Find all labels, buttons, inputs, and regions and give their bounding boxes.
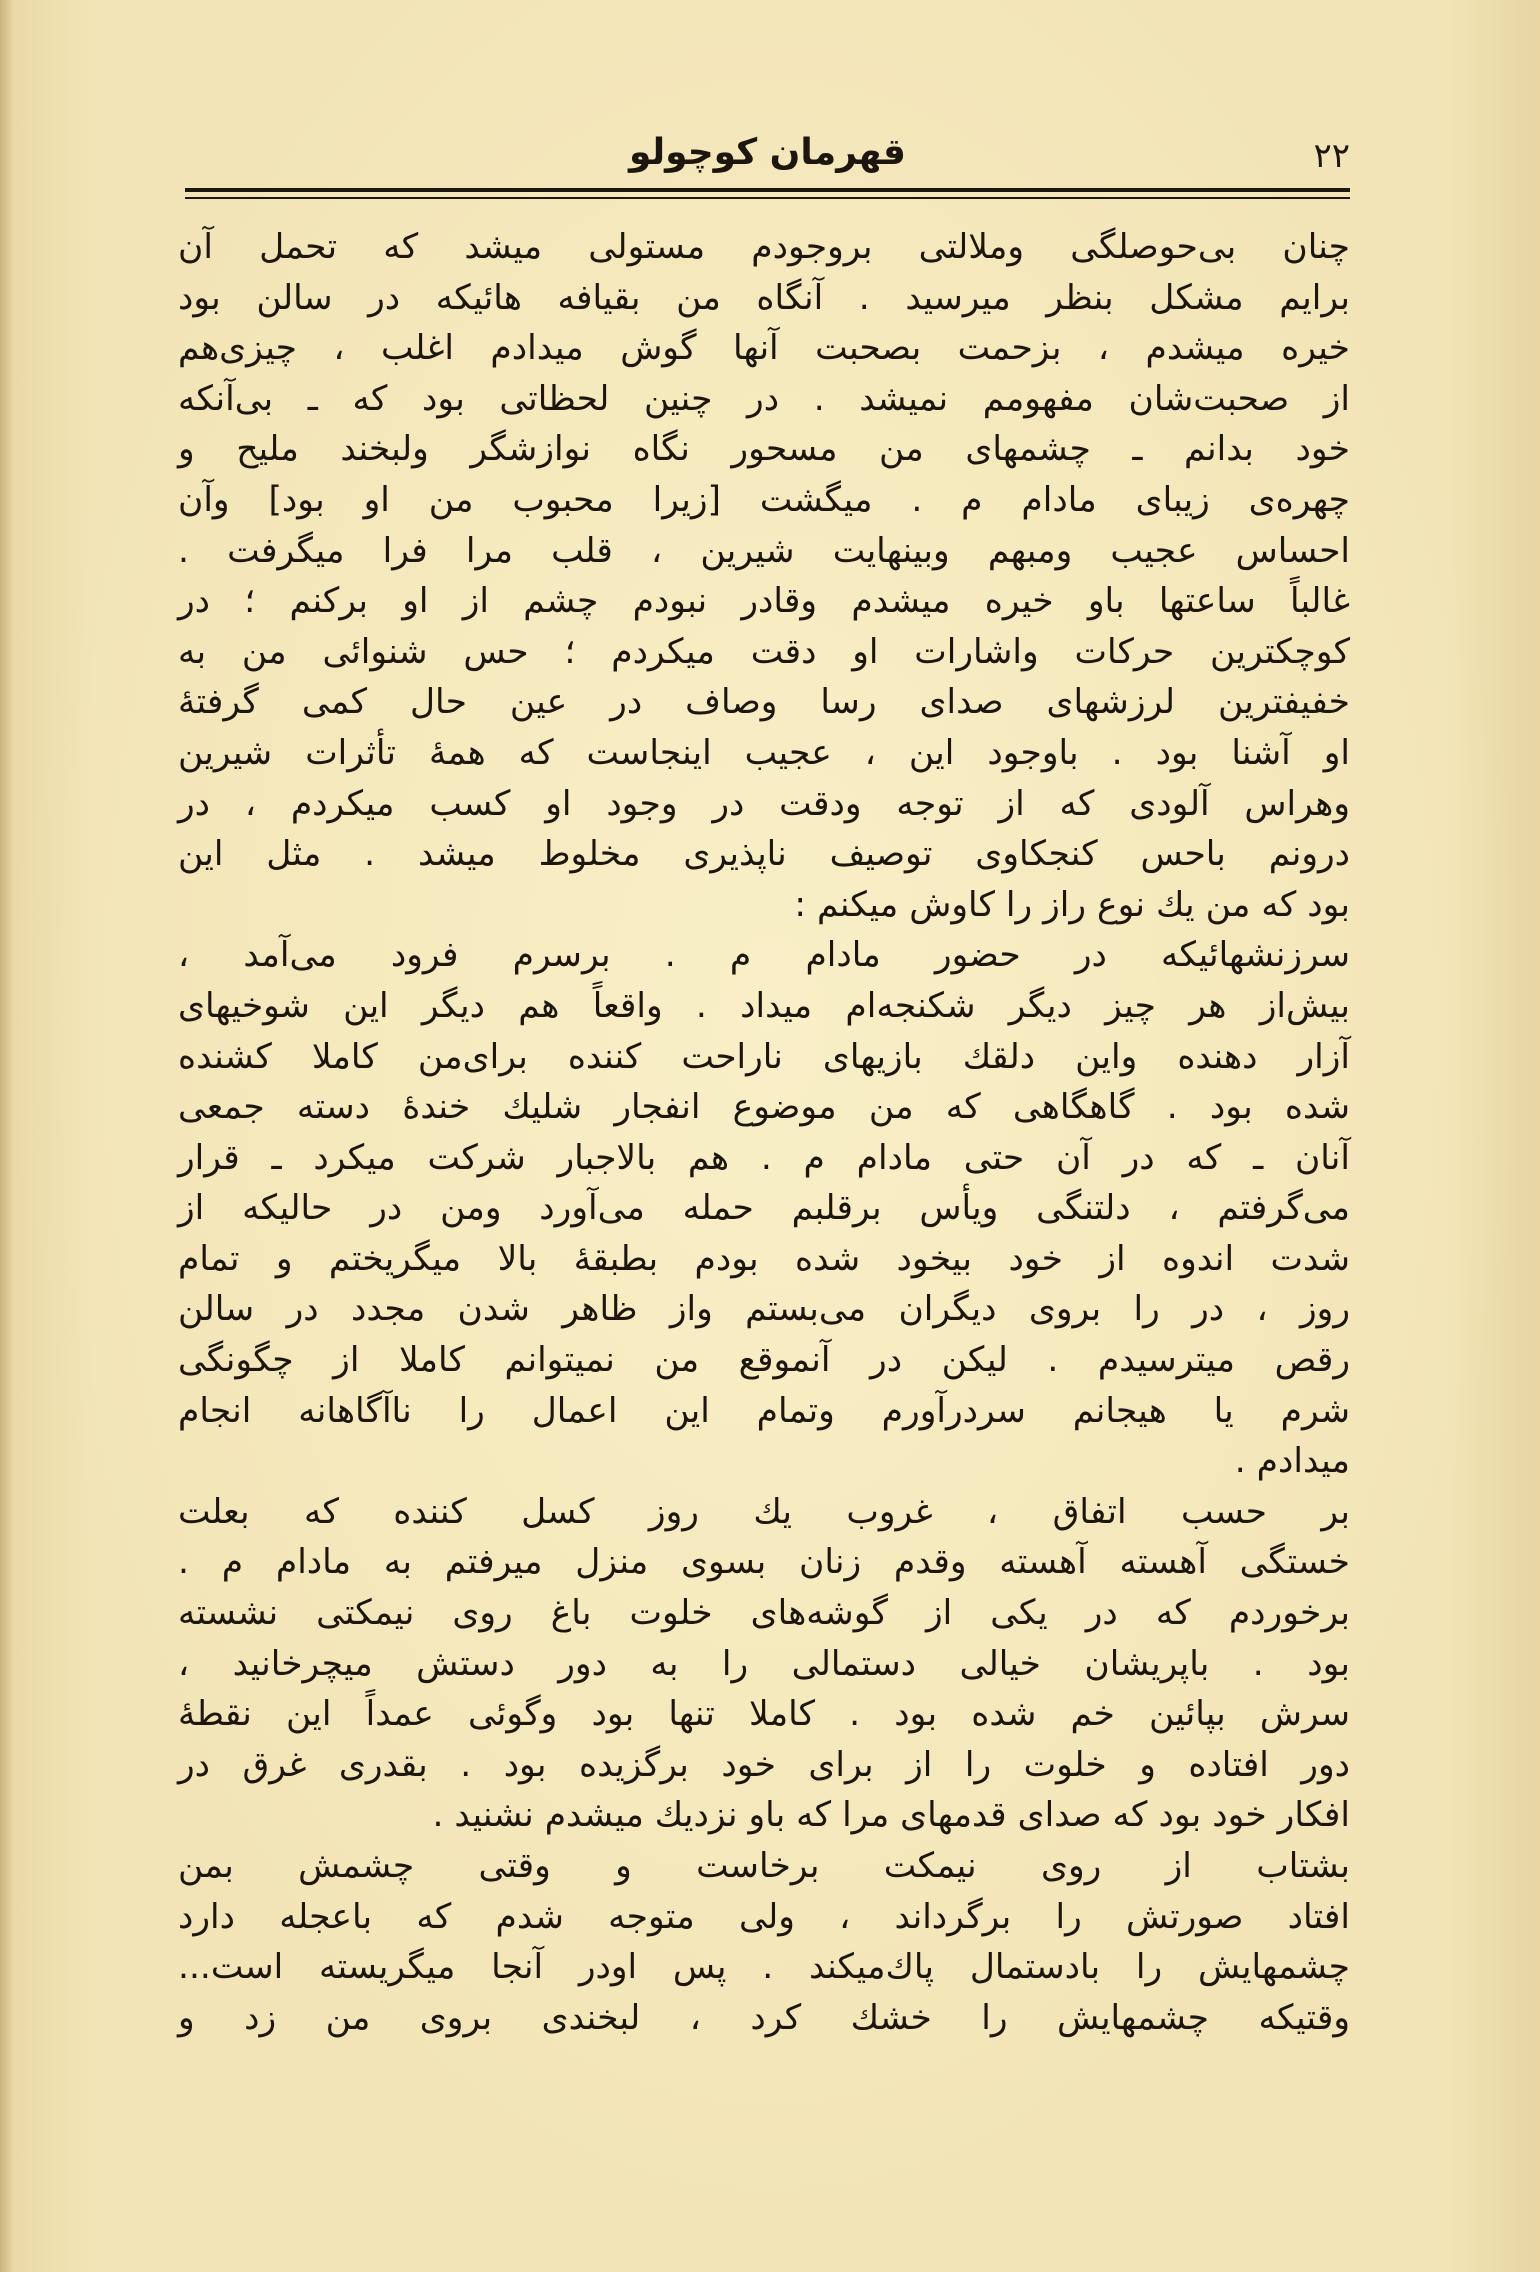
page-edge-shadow [0, 0, 14, 2272]
text-line: چشمهایش را بادستمال پاك‌میکند . پس اودر آنجا میگریسته است... [178, 1947, 1350, 1988]
running-title: قهرمان کوچولو [629, 132, 906, 173]
text-line: سرش بپائین خم شده بود . کاملا تنها بود وگوئی عمداً این نقطهٔ [178, 1694, 1350, 1735]
text-line: درونم باحس کنجکاوی توصیف ناپذیری مخلوط میشد . مثل این [178, 834, 1350, 875]
text-line: وهراس آلودی که از توجه ودقت در وجود او کسب میکردم ، در [178, 783, 1350, 824]
text-line: دور افتاده و خلوت را از برای خود برگزیده بود . بقدری غرق در [178, 1744, 1350, 1785]
text-line: غالباً ساعتها باو خیره میشدم وقادر نبودم چشم از او برکنم ؛ در [178, 581, 1350, 622]
text-line: بشتاب از روی نیمکت برخاست و وقتی چشمش بمن [178, 1846, 1350, 1886]
text-line: سرزنشهائیکه در حضور مادام م . برسرم فرود می‌آمد ، [178, 935, 1350, 976]
text-line: احساس عجیب ومبهم وبینهایت شیرین ، قلب مرا فرا میگرفت . [178, 530, 1350, 571]
text-line: شدت اندوه از خود بیخود شده بودم بطبقهٔ بالا میگریختم و تمام [178, 1238, 1350, 1279]
text-line: بود . باپریشان خیالی دستمالی را به دور دستش میچرخانید ، [178, 1643, 1350, 1684]
text-line: چهره‌ی زیبای مادام م . میگشت [زیرا محبوب من او بود] وآن [178, 479, 1350, 520]
text-line: بیش‌از هر چیز دیگر شکنجه‌ام میداد . واقعاً هم دیگر این شوخیهای [178, 985, 1350, 1026]
text-line: روز ، در را بروی دیگران می‌بستم واز ظاهر شدن مجدد در سالن [178, 1289, 1350, 1330]
text-line: افتاد صورتش را برگرداند ، ولی متوجه شدم که باعجله دارد [178, 1896, 1350, 1937]
text-line: میدادم . [1234, 1441, 1350, 1482]
page-number: ٢٢ [1313, 136, 1350, 176]
text-line: خستگی آهسته آهسته وقدم زنان بسوی منزل میرفتم به مادام م . [178, 1542, 1350, 1583]
text-line: برخوردم که در یکی از گوشه‌های خلوت باغ روی نیمکتی نشسته [178, 1593, 1350, 1634]
page-header [185, 128, 1350, 188]
text-line: آنان ـ که در آن حتی مادام م . هم بالاجبار شرکت میکرد ـ قرار [178, 1137, 1350, 1178]
body-text [178, 222, 1350, 2043]
text-line: رقص میترسیدم . لیکن در آنموقع من نمیتوانم کاملا از چگونگی [178, 1340, 1350, 1381]
text-line: آزار دهنده واین دلقك بازیهای ناراحت کننده برای‌من کاملا کشنده [178, 1036, 1350, 1077]
text-line: افکار خود بود که صدای قدمهای مرا که باو نزدیك میشدم نشنید . [432, 1795, 1350, 1836]
text-line: چنان بی‌حوصلگی وملالتی بروجودم مستولی میشد که تحمل آن [178, 227, 1350, 267]
text-line: او آشنا بود . باوجود این ، عجیب اینجاست که همهٔ تأثرات شیرین [178, 732, 1350, 773]
text-line: می‌گرفتم ، دلتنگی ویأس برقلبم حمله می‌آورد ومن در حالیکه از [178, 1188, 1350, 1229]
text-line: بر حسب اتفاق ، غروب یك روز کسل کننده که بعلت [178, 1491, 1350, 1532]
text-line: وقتیکه چشمهایش را خشك کرد ، لبخندی بروی من زد و [178, 1997, 1350, 2038]
text-line: از صحبت‌شان مفهومم نمیشد . در چنین لحظاتی بود که ـ بی‌آنکه [178, 378, 1350, 419]
text-line: کوچکترین حرکات واشارات او دقت میکردم ؛ حس شنوائی من به [178, 631, 1350, 672]
text-line: برایم مشکل بنظر میرسید . آنگاه من بقیافه هائیکه در سالن بود [178, 277, 1350, 318]
text-line: شرم یا هیجانم سردرآورم وتمام این اعمال را ناآگاهانه انجام [178, 1390, 1350, 1431]
text-line: شده بود . گاهگاهی که من موضوع انفجار شلیك خندهٔ دسته جمعی [178, 1087, 1350, 1128]
text-line: بود که من یك نوع راز را کاوش میکنم : [794, 884, 1350, 925]
text-line: خیره میشدم ، بزحمت بصحبت آنها گوش میدادم اغلب ، چیزی‌هم [178, 328, 1350, 369]
header-rule-thick [185, 188, 1350, 192]
header-rule-thin [185, 197, 1350, 199]
text-line: خود بدانم ـ چشمهای من مسحور نگاه نوازشگر ولبخند ملیح و [178, 429, 1350, 470]
text-line: خفیفترین لرزشهای صدای رسا وصاف در عین حال کمی گرفتهٔ [178, 682, 1350, 723]
